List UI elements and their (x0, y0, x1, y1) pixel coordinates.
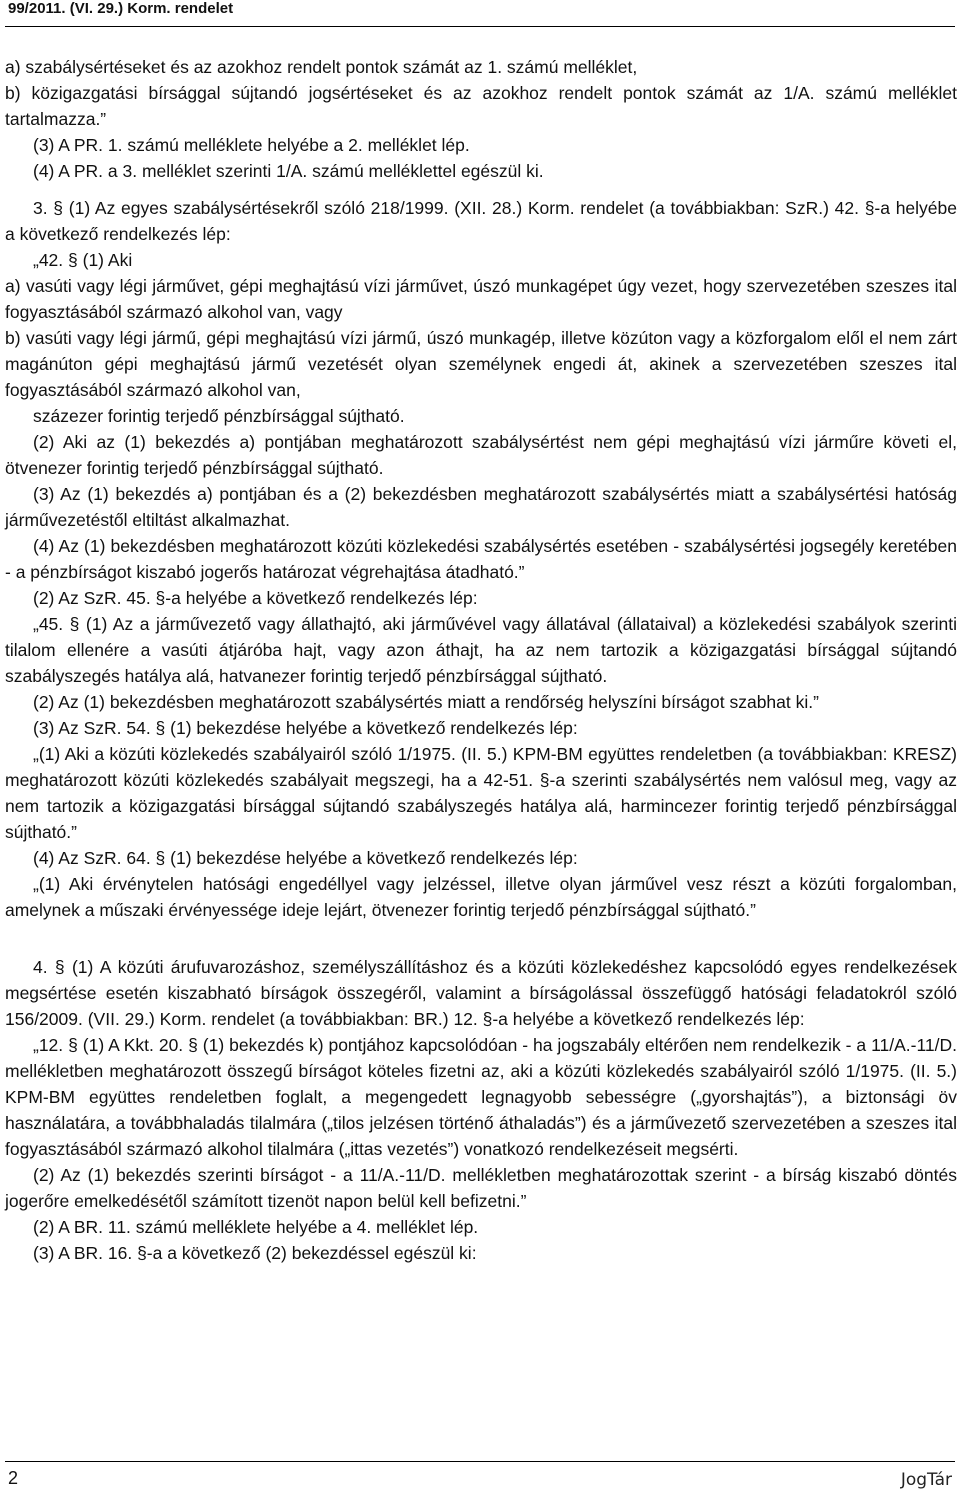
section-paragraph: 4. § (1) A közúti árufuvarozáshoz, személyszállításhoz és a közúti közlekedéshez kapcsolódó egyes rendelkezések megsértése esetén kiszabható bírságok összegéről, valamint a bírságolással összefüggő hatósági feladatokról szóló 156/2009. (VII. 29.) Korm. rendelet (a továbbiakban: BR.) 12. §-a helyébe a következő rendelkezés lép: (5, 957, 957, 1029)
paragraph: (4) Az SzR. 64. § (1) bekezdése helyébe a következő rendelkezés lép: (33, 848, 578, 868)
paragraph: (3) Az SzR. 54. § (1) bekezdése helyébe a következő rendelkezés lép: (33, 718, 578, 738)
quote-paragraph: „42. § (1) Aki (33, 250, 133, 270)
section-paragraph: 3. § (1) Az egyes szabálysértésekről szóló 218/1999. (XII. 28.) Korm. rendelet (a továbbiakban: SzR.) 42. §-a helyébe a következő rendelkezés lép: (5, 198, 957, 244)
document-body (5, 54, 957, 1266)
paragraph: b) közigazgatási bírsággal sújtandó jogsértéseket és az azokhoz rendelt pontok számát az 1/A. számú melléklet tartalmazza.” (5, 83, 957, 129)
running-header: 99/2011. (VI. 29.) Korm. rendelet (8, 0, 234, 17)
paragraph: a) vasúti vagy légi járművet, gépi meghajtású vízi járművet, úszó munkagépet úgy vezet, hogy szervezetében szeszes ital fogyasztásából származó alkohol van, vagy (5, 276, 957, 322)
quote-paragraph: „(1) Aki érvénytelen hatósági engedéllyel vagy jelzéssel, illetve olyan járművel vesz részt a közúti forgalomban, amelynek a műszaki érvényessége ideje lejárt, ötvenezer forintig terjedő pénzbírsággal sújtható.” (5, 874, 957, 920)
paragraph: a) szabálysértéseket és az azokhoz rendelt pontok számát az 1. számú melléklet, (5, 57, 638, 77)
paragraph: (2) Az (1) bekezdés szerinti bírságot - a 11/A.-11/D. mellékletben meghatározottak szerint - a bírság kiszabó döntés jogerőre emelkedésétől számított tizenöt napon belül kell befizetni.” (5, 1165, 957, 1211)
header-divider (5, 26, 955, 27)
quote-paragraph: „12. § (1) A Kkt. 20. § (1) bekezdés k) pontjához kapcsolódóan - ha jogszabály eltérően nem rendelkezik - a 11/A.-11/D. mellékletben meghatározott összegű bírságot köteles fizetni az, aki a közúti közlekedés szabályairól szóló 1/1975. (II. 5.) KPM-BM együttes rendeletben foglalt, a megengedett legnagyobb sebességre („gyorshajtás”), a biztonsági öv használatára, a továbbhaladás tilalmára („tilos jelzésen történő áthaladás”) és a járművezető szervezetében a szeszes ital fogyasztásából származó alkohol tilalmára („ittas vezetés”) vonatkozó rendelkezéseit megsérti. (5, 1035, 957, 1159)
paragraph: (2) Az (1) bekezdésben meghatározott szabálysértés miatt a rendőrség helyszíni bírságot szabhat ki.” (33, 692, 819, 712)
paragraph: (3) A BR. 16. §-a a következő (2) bekezdéssel egészül ki: (33, 1243, 477, 1263)
paragraph: (2) Aki az (1) bekezdés a) pontjában meghatározott szabálysértést nem gépi meghajtású vízi járműre követi el, ötvenezer forintig terjedő pénzbírsággal sújtható. (5, 432, 957, 478)
quote-paragraph: „45. § (1) Az a járművezető vagy állathajtó, aki járművével vagy állatával (állataival) a közlekedési szabályok szerinti tilalom ellenére a vasúti átjáróba hajt, vagy azon áthajt, ha az nem tartozik a közigazgatási bírsággal sújtandó szabályszegés hatálya alá, hatvanezer forintig terjedő pénzbírsággal sújtható. (5, 614, 957, 686)
brand-logo: JogTár (900, 1470, 952, 1490)
paragraph: (4) Az (1) bekezdésben meghatározott közúti közlekedési szabálysértés esetében - szabálysértési jogsegély keretében - a pénzbírságot kiszabó jogerős határozat végrehajtása átadható.” (5, 536, 957, 582)
quote-paragraph: „(1) Aki a közúti közlekedés szabályairól szóló 1/1975. (II. 5.) KPM-BM együttes rendeletben (a továbbiakban: KRESZ) meghatározott közúti közlekedés szabályait megszegi, ha a 42-51. §-a szerinti szabálysértés nem valósul meg, vagy az nem tartozik a közigazgatási bírsággal sújtandó szabályszegés hatálya alá, harmincezer forintig terjedő pénzbírsággal sújtható.” (5, 744, 957, 842)
footer-divider (5, 1461, 955, 1462)
paragraph: (2) A BR. 11. számú melléklete helyébe a 4. melléklet lép. (33, 1217, 479, 1237)
paragraph: (4) A PR. a 3. melléklet szerinti 1/A. számú melléklettel egészül ki. (33, 161, 544, 181)
paragraph: (3) Az (1) bekezdés a) pontjában és a (2) bekezdésben meghatározott szabálysértés miatt a szabálysértési hatóság járművezetéstől eltiltást alkalmazhat. (5, 484, 957, 530)
paragraph: b) vasúti vagy légi jármű, gépi meghajtású vízi jármű, úszó munkagép, illetve közúton vagy a közforgalom elől el nem zárt magánúton gépi meghajtású jármű vezetését olyan személynek engedi át, akinek a szervezetében szeszes ital fogyasztásából származó alkohol van, (5, 328, 957, 400)
paragraph: (3) A PR. 1. számú melléklete helyébe a 2. melléklet lép. (33, 135, 470, 155)
paragraph: (2) Az SzR. 45. §-a helyébe a következő rendelkezés lép: (33, 588, 478, 608)
paragraph: százezer forintig terjedő pénzbírsággal sújtható. (33, 406, 405, 426)
page-number: 2 (8, 1468, 19, 1488)
